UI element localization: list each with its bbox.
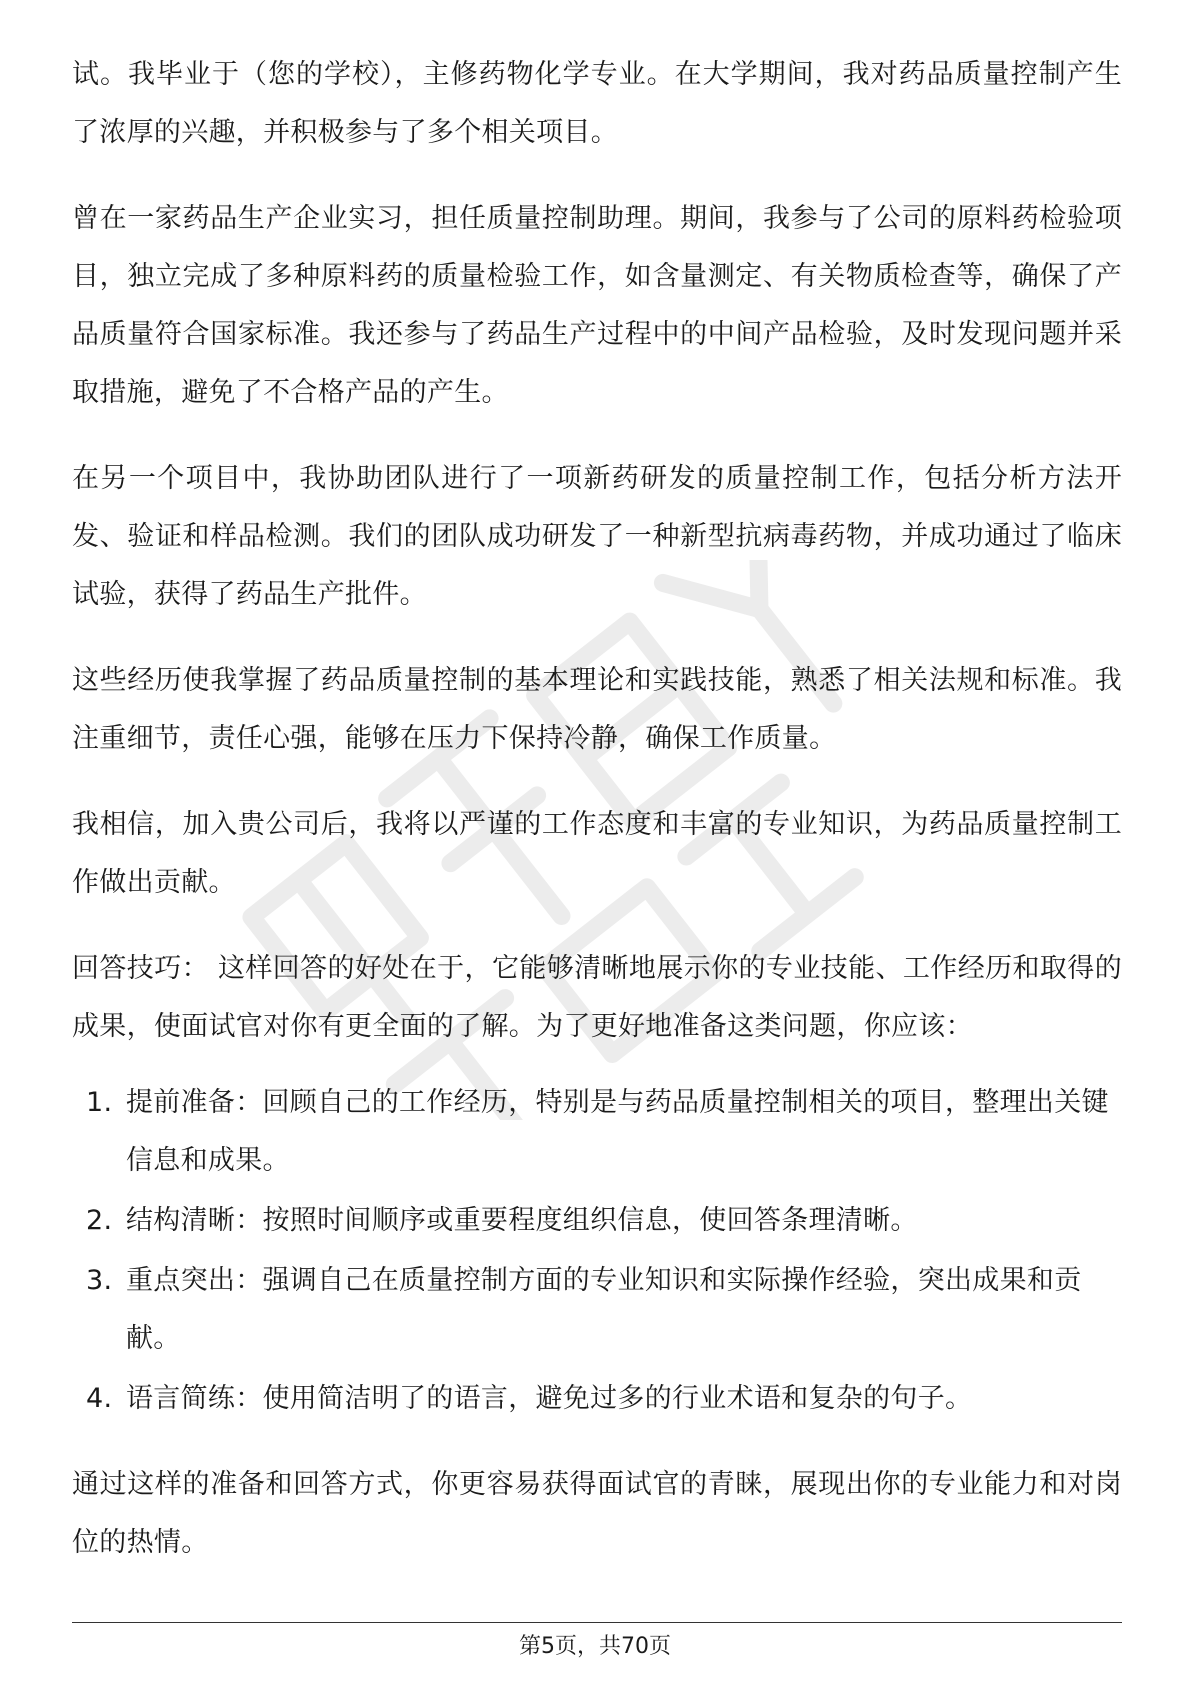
list-item-text: 重点突出：强调自己在质量控制方面的专业知识和实际操作经验，突出成果和贡献。 (126, 1265, 1082, 1354)
paragraph-education: 试。我毕业于（您的学校），主修药物化学专业。在大学期间，我对药品质量控制产生了浓厚的兴趣，并积极参与了多个相关项目。 (72, 59, 1122, 148)
paragraph-project: 在另一个项目中，我协助团队进行了一项新药研发的质量控制工作，包括分析方法开发、验证和样品检测。我们的团队成功研发了一种新型抗病毒药物，并成功通过了临床试验，获得了药品生产批件。 (72, 463, 1122, 610)
list-item-text: 提前准备：回顾自己的工作经历，特别是与药品质量控制相关的项目，整理出关键信息和成果。 (126, 1087, 1109, 1176)
list-number: 4. (86, 1383, 113, 1414)
paragraph-internship: 曾在一家药品生产企业实习，担任质量控制助理。期间，我参与了公司的原料药检验项目，独立完成了多种原料药的质量检验工作，如含量测定、有关物质检查等，确保了产品质量符合国家标准。我还参与了药品生产过程中的中间产品检验，及时发现问题并采取措施，避免了不合格产品的产生。 (72, 203, 1122, 408)
paragraph-answer-tips: 回答技巧： 这样回答的好处在于，它能够清晰地展示你的专业技能、工作经历和取得的成果，使面试官对你有更全面的了解。为了更好地准备这类问题，你应该： (72, 953, 1122, 1042)
page-number: 第5页，共70页 (519, 1634, 671, 1659)
list-item (72, 1074, 1122, 1190)
list-number: 2. (86, 1205, 113, 1236)
paragraph-commitment: 我相信，加入贵公司后，我将以严谨的工作态度和丰富的专业知识，为药品质量控制工作做出贡献。 (72, 809, 1122, 898)
list-number: 3. (86, 1265, 113, 1296)
list-item-text: 结构清晰：按照时间顺序或重要程度组织信息，使回答条理清晰。 (126, 1205, 918, 1236)
list-item (72, 1192, 1122, 1250)
paragraph-skills: 这些经历使我掌握了药品质量控制的基本理论和实践技能，熟悉了相关法规和标准。我注重细节，责任心强，能够在压力下保持冷静，确保工作质量。 (72, 665, 1122, 754)
footer-divider (72, 1622, 1122, 1623)
list-item (72, 1370, 1122, 1428)
list-item-text: 语言简练：使用简洁明了的语言，避免过多的行业术语和复杂的句子。 (126, 1383, 973, 1414)
main-content (72, 46, 1122, 1600)
list-item (72, 1252, 1122, 1368)
paragraph-conclusion: 通过这样的准备和回答方式，你更容易获得面试官的青睐，展现出你的专业能力和对岗位的热情。 (72, 1469, 1122, 1558)
list-number: 1. (86, 1087, 113, 1118)
tips-list (72, 1074, 1122, 1428)
